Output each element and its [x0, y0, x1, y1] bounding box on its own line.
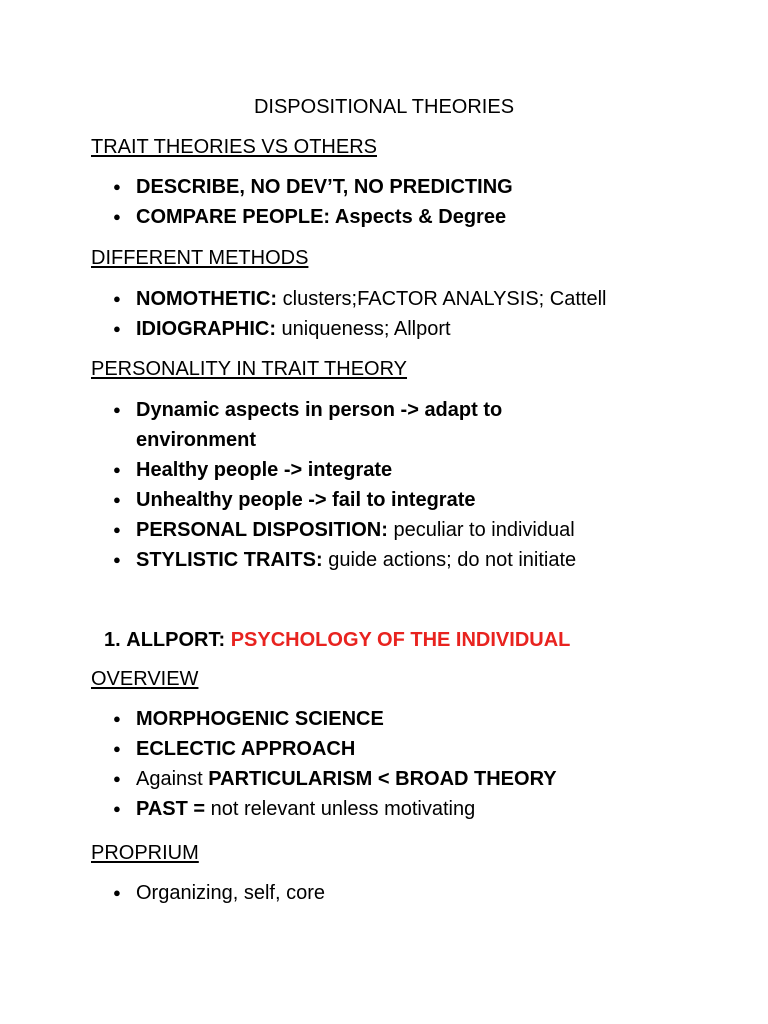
bullet-icon: ●	[113, 402, 121, 417]
heading-overview: OVERVIEW	[91, 668, 199, 690]
heading-trait-theories-vs-others: TRAIT THEORIES VS OTHERS	[91, 136, 377, 158]
bullet-icon: ●	[113, 801, 121, 816]
bullet-icon: ●	[113, 462, 121, 477]
list-proprium	[0, 878, 636, 908]
list-item: ● DESCRIBE, NO DEV’T, NO PREDICTING	[0, 172, 636, 202]
bullet-icon: ●	[113, 885, 121, 900]
bullet-icon: ●	[113, 741, 121, 756]
document-title: DISPOSITIONAL THEORIES	[253, 96, 515, 118]
section-number: 1.	[104, 629, 121, 651]
list-item: ● Dynamic aspects in person -> adapt to environment	[0, 395, 636, 455]
list-overview	[0, 704, 636, 824]
list-trait-theories-vs-others	[0, 172, 636, 232]
list-item: ● PAST = not relevant unless motivating	[0, 794, 636, 824]
list-item: ● COMPARE PEOPLE: Aspects & Degree	[0, 202, 636, 232]
list-item: ● PERSONAL DISPOSITION: peculiar to individual	[0, 515, 636, 545]
section-allport	[104, 625, 570, 655]
bullet-icon: ●	[113, 771, 121, 786]
heading-personality-in-trait-theory: PERSONALITY IN TRAIT THEORY	[91, 358, 408, 380]
section-label: ALLPORT:	[126, 629, 226, 651]
list-item: ● Healthy people -> integrate	[0, 455, 636, 485]
list-personality-in-trait-theory	[0, 395, 636, 575]
bullet-icon: ●	[113, 522, 121, 537]
list-item: ● NOMOTHETIC: clusters;FACTOR ANALYSIS; Cattell	[0, 284, 636, 314]
list-item: ● IDIOGRAPHIC: uniqueness; Allport	[0, 314, 636, 344]
bullet-icon: ●	[113, 492, 121, 507]
bullet-icon: ●	[113, 552, 121, 567]
bullet-icon: ●	[113, 321, 121, 336]
bullet-icon: ●	[113, 291, 121, 306]
bullet-icon: ●	[113, 711, 121, 726]
heading-different-methods: DIFFERENT METHODS	[91, 247, 309, 269]
list-item: ● Organizing, self, core	[0, 878, 636, 908]
list-item: ● Against PARTICULARISM < BROAD THEORY	[0, 764, 636, 794]
list-item: ● STYLISTIC TRAITS: guide actions; do not initiate	[0, 545, 636, 575]
heading-proprium: PROPRIUM	[91, 842, 199, 864]
list-item: ● Unhealthy people -> fail to integrate	[0, 485, 636, 515]
list-different-methods	[0, 284, 636, 344]
bullet-icon: ●	[113, 209, 121, 224]
list-item: ● ECLECTIC APPROACH	[0, 734, 636, 764]
section-highlight: PSYCHOLOGY OF THE INDIVIDUAL	[230, 629, 571, 651]
list-item: ● MORPHOGENIC SCIENCE	[0, 704, 636, 734]
bullet-icon: ●	[113, 179, 121, 194]
